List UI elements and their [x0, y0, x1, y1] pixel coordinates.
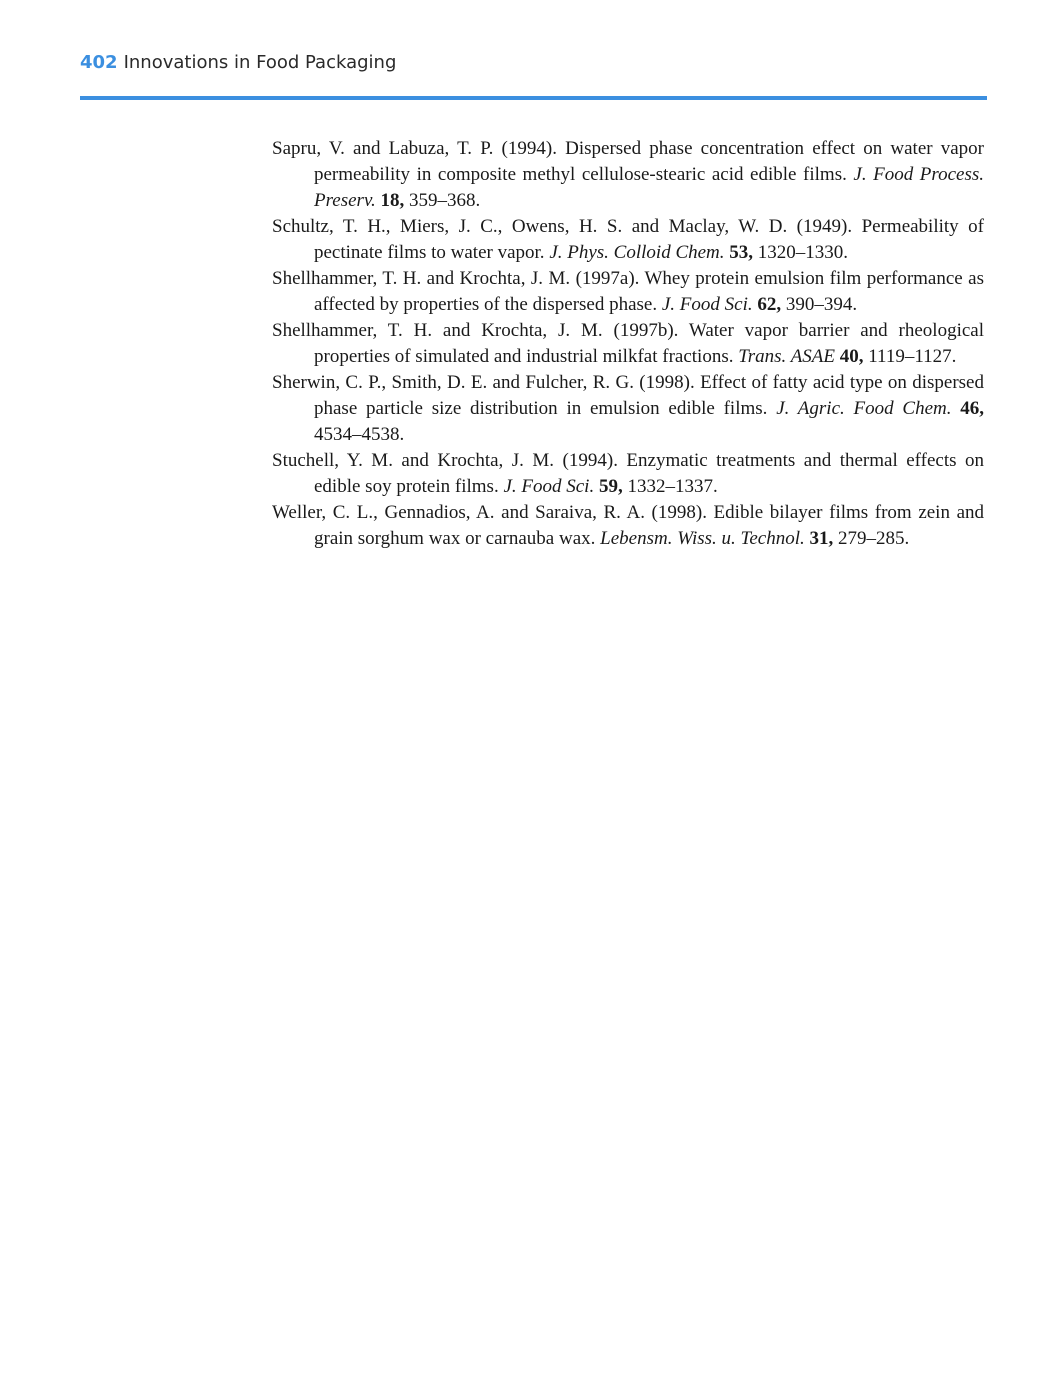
page-number: 402	[80, 52, 118, 73]
reference-pages: 1320–1330.	[757, 242, 849, 263]
reference-entry	[272, 500, 984, 552]
reference-authors: Sherwin, C. P., Smith, D. E. and Fulcher, R. G. (1998). Effect of fatty acid type on dispersed phase particle size distribution in emulsion edible films.	[272, 372, 984, 419]
running-head	[80, 52, 396, 73]
reference-authors: Shellhammer, T. H. and Krochta, J. M. (1997b). Water vapor barrier and rheological properties of simulated and industrial milkfat fractions.	[272, 320, 984, 367]
reference-journal: J. Phys. Colloid Chem.	[549, 242, 725, 263]
reference-entry	[272, 448, 984, 500]
reference-journal: J. Agric. Food Chem.	[776, 398, 952, 419]
reference-volume: 53,	[729, 242, 754, 263]
reference-pages: 1119–1127.	[868, 346, 957, 367]
reference-entry	[272, 370, 984, 448]
reference-volume: 40,	[839, 346, 864, 367]
reference-volume: 31,	[809, 528, 834, 549]
reference-journal: Lebensm. Wiss. u. Technol.	[600, 528, 805, 549]
reference-volume: 62,	[757, 294, 782, 315]
reference-entry	[272, 136, 984, 214]
reference-volume: 46,	[960, 398, 984, 419]
reference-journal: Trans. ASAE	[738, 346, 836, 367]
reference-pages: 359–368.	[408, 190, 481, 211]
reference-pages: 390–394.	[785, 294, 858, 315]
reference-authors: Sapru, V. and Labuza, T. P. (1994). Dispersed phase concentration effect on water vapor permeability in composite methyl cellulose-stearic acid edible films.	[272, 138, 984, 185]
reference-pages: 1332–1337.	[627, 476, 718, 497]
reference-authors: Weller, C. L., Gennadios, A. and Saraiva, R. A. (1998). Edible bilayer films from zein and grain sorghum wax or carnauba wax.	[272, 502, 984, 549]
reference-authors: Stuchell, Y. M. and Krochta, J. M. (1994). Enzymatic treatments and thermal effects on edible soy protein films.	[272, 450, 984, 497]
reference-authors: Shellhammer, T. H. and Krochta, J. M. (1997a). Whey protein emulsion film performance as affected by properties of the dispersed phase.	[272, 268, 984, 315]
reference-journal: J. Food Sci.	[661, 294, 753, 315]
reference-entry	[272, 318, 984, 370]
reference-volume: 59,	[598, 476, 623, 497]
reference-authors: Schultz, T. H., Miers, J. C., Owens, H. S. and Maclay, W. D. (1949). Permeability of pectinate films to water vapor.	[272, 216, 984, 263]
book-title: Innovations in Food Packaging	[123, 52, 397, 73]
reference-volume: 18,	[380, 190, 405, 211]
reference-entry	[272, 214, 984, 266]
reference-list	[272, 136, 984, 552]
reference-pages: 4534–4538.	[314, 424, 405, 445]
reference-journal: J. Food Sci.	[503, 476, 595, 497]
reference-pages: 279–285.	[838, 528, 910, 549]
reference-entry	[272, 266, 984, 318]
header-divider	[80, 96, 987, 100]
reference-journal: J. Food Process. Preserv.	[314, 164, 984, 211]
